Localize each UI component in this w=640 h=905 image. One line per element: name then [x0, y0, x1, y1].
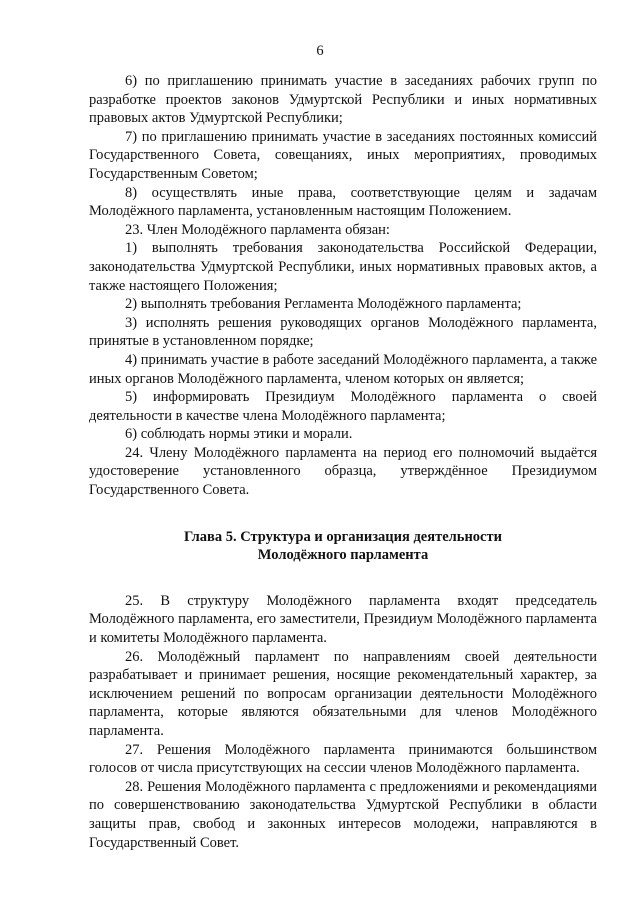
paragraph-item-8: 8) осуществлять иные права, соответствующие целям и задачам Молодёжного парламента, установленным настоящим Положением. — [89, 184, 597, 220]
paragraph-23-item-1: 1) выполнять требования законодательства Российской Федерации, законодательства Удмуртской Республики, иных нормативных правовых актов, а также настоящего Положения; — [89, 240, 597, 294]
paragraph-27: 27. Решения Молодёжного парламента принимаются большинством голосов от числа присутствующих на сессии членов Молодёжного парламента. — [89, 741, 597, 777]
paragraph-26: 26. Молодёжный парламент по направлениям своей деятельности разрабатывает и принимает решения, носящие рекомендательный характер, за исключением решений по вопросам организации деятельности Молодёжного парламента, которые являются обязательными для членов Молодёжного парламента. — [89, 648, 597, 739]
paragraph-28: 28. Решения Молодёжного парламента с предложениями и рекомендациями по совершенствованию законодательства Удмуртской Республики в области защиты прав, свобод и законных интересов молодежи, направляются в Государственный Совет. — [89, 778, 597, 851]
page-number: 6 — [316, 43, 324, 59]
paragraph-23-item-5: 5) информировать Президиум Молодёжного парламента о своей деятельности в качестве члена Молодёжного парламента; — [89, 389, 597, 424]
paragraph-item-7: 7) по приглашению принимать участие в заседаниях постоянных комиссий Государственного Совета, совещаниях, иных мероприятиях, проводимых Государственным Советом; — [89, 128, 597, 182]
document-body — [89, 72, 597, 852]
chapter-heading — [89, 528, 597, 565]
paragraph-23-item-3: 3) исполнять решения руководящих органов Молодёжного парламента, принятые в установленном порядке; — [89, 314, 597, 350]
paragraph-item-6: 6) по приглашению принимать участие в заседаниях рабочих групп по разработке проектов законов Удмуртской Республики и иных нормативных правовых актов Удмуртской Республики; — [89, 73, 597, 127]
chapter-heading-line-1: Глава 5. Структура и организация деятельности — [184, 528, 502, 545]
paragraph-23-item-6: 6) соблюдать нормы этики и морали. — [125, 426, 353, 443]
chapter-heading-line-2: Молодёжного парламента — [257, 547, 429, 564]
paragraph-23: 23. Член Молодёжного парламента обязан: — [125, 221, 390, 238]
paragraph-23-item-4: 4) принимать участие в работе заседаний Молодёжного парламента, а также иных органов Молодёжного парламента, членом которых он является; — [89, 351, 597, 387]
paragraph-24: 24. Члену Молодёжного парламента на период его полномочий выдаётся удостоверение установленного образца, утверждённое Президиумом Государственного Совета. — [89, 444, 597, 499]
paragraph-25: 25. В структуру Молодёжного парламента входят председатель Молодёжного парламента, его заместители, Президиум Молодёжного парламента и комитеты Молодёжного парламента. — [89, 592, 597, 647]
paragraph-23-item-2: 2) выполнять требования Регламента Молодёжного парламента; — [125, 296, 522, 313]
